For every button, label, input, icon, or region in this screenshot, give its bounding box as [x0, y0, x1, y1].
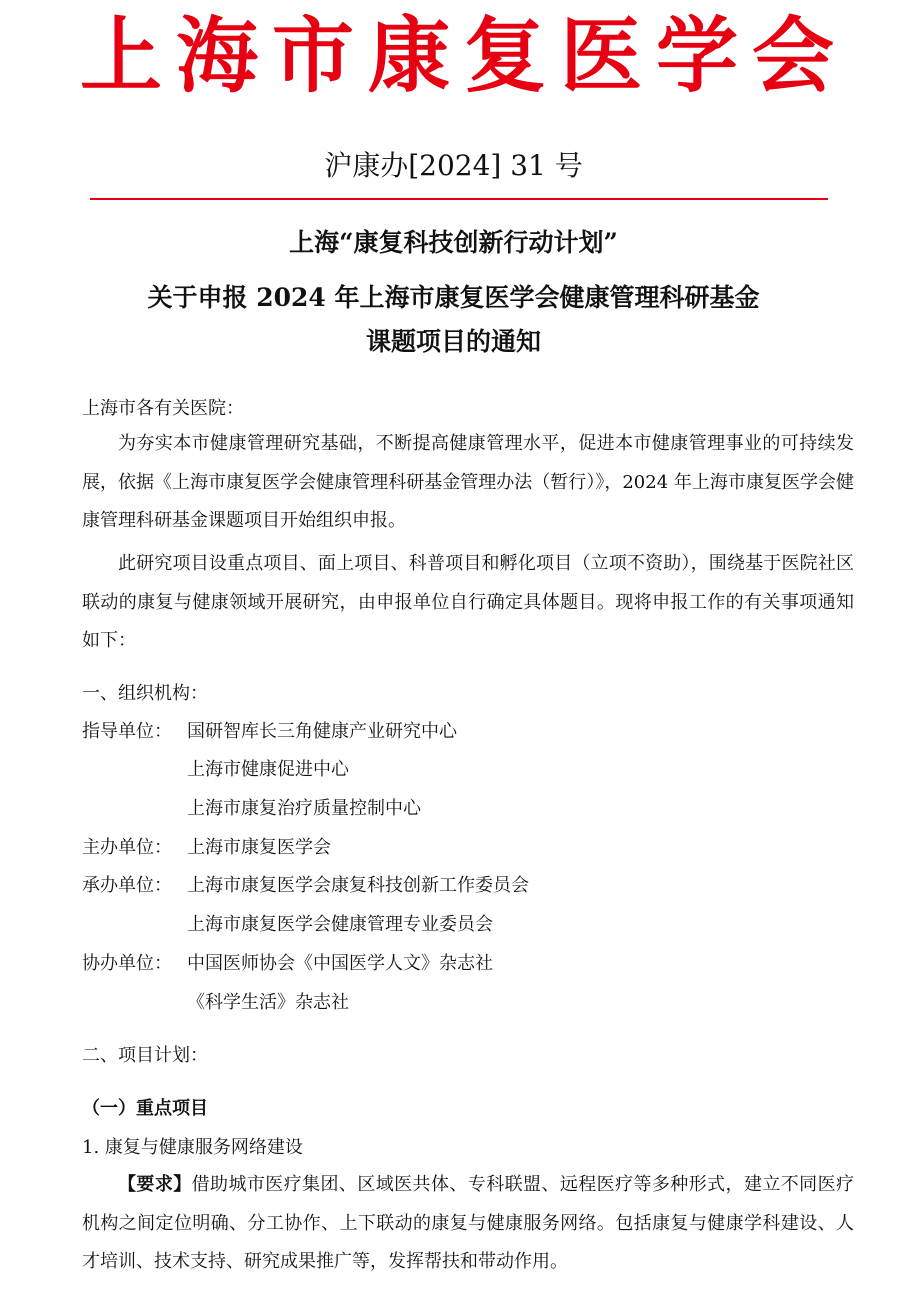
host-unit-row	[82, 835, 331, 861]
salutation: 上海市各有关医院：	[82, 398, 244, 419]
requirement-text: 借助城市医疗集团、区域医共体、专科联盟、远程医疗等多种形式，建立不同医疗机构之间定位明确、分工协作、上下联动的康复与健康服务网络。包括康复与健康学科建设、人才培训、技术支持、研究成果推广等，发挥帮扶和带动作用。	[82, 1174, 854, 1272]
title-line-2: 关于申报 2024 年上海市康复医学会健康管理科研基金	[147, 283, 760, 312]
document-number: 沪康办[2024] 31 号	[324, 149, 583, 182]
guide-unit-2: 上海市健康促进中心	[187, 759, 349, 780]
paragraph-2-text: 此研究项目设重点项目、面上项目、科普项目和孵化项目（立项不资助），围绕基于医院社区联动的康复与健康领域开展研究，由申报单位自行确定具体题目。现将申报工作的有关事项通知如下：	[82, 553, 854, 651]
paragraph-2	[82, 545, 854, 661]
co-unit-row	[82, 951, 493, 977]
title-line-1: 上海“康复科技创新行动计划”	[289, 228, 618, 257]
guide-unit-3: 上海市康复治疗质量控制中心	[187, 798, 421, 819]
paragraph-1	[82, 425, 854, 541]
host-label: 主办单位：	[82, 837, 172, 858]
item-1-title: 1. 康复与健康服务网络建设	[82, 1137, 303, 1158]
co-label: 协办单位：	[82, 953, 172, 974]
host-unit-1: 上海市康复医学会	[187, 837, 331, 858]
organization-name: 上海市康复医学会	[80, 8, 849, 104]
section-1-heading: 一、组织机构：	[82, 683, 208, 704]
organizer-label: 承办单位：	[82, 875, 172, 896]
requirement-label: 【要求】	[118, 1174, 192, 1195]
guide-label: 指导单位：	[82, 721, 172, 742]
paragraph-1-text: 为夯实本市健康管理研究基础，不断提高健康管理水平，促进本市健康管理事业的可持续发展，依据《上海市康复医学会健康管理科研基金管理办法（暂行）》，2024 年上海市康复医学会健康管理科研基金课题项目开始组织申报。	[82, 433, 854, 531]
co-unit-1: 中国医师协会《中国医学人文》杂志社	[187, 953, 493, 974]
red-divider	[90, 198, 828, 200]
item-1-requirement	[82, 1166, 854, 1282]
title-line-3: 课题项目的通知	[365, 327, 541, 356]
co-unit-2: 《科学生活》杂志社	[187, 992, 349, 1013]
section-2-heading: 二、项目计划：	[82, 1045, 208, 1066]
organizer-unit-1: 上海市康复医学会康复科技创新工作委员会	[187, 875, 529, 896]
organizer-unit-row	[82, 873, 529, 899]
subsection-heading: （一）重点项目	[82, 1098, 208, 1119]
guide-unit-row	[82, 719, 457, 745]
organizer-unit-2: 上海市康复医学会健康管理专业委员会	[187, 914, 493, 935]
guide-unit-1: 国研智库长三角健康产业研究中心	[187, 721, 457, 742]
